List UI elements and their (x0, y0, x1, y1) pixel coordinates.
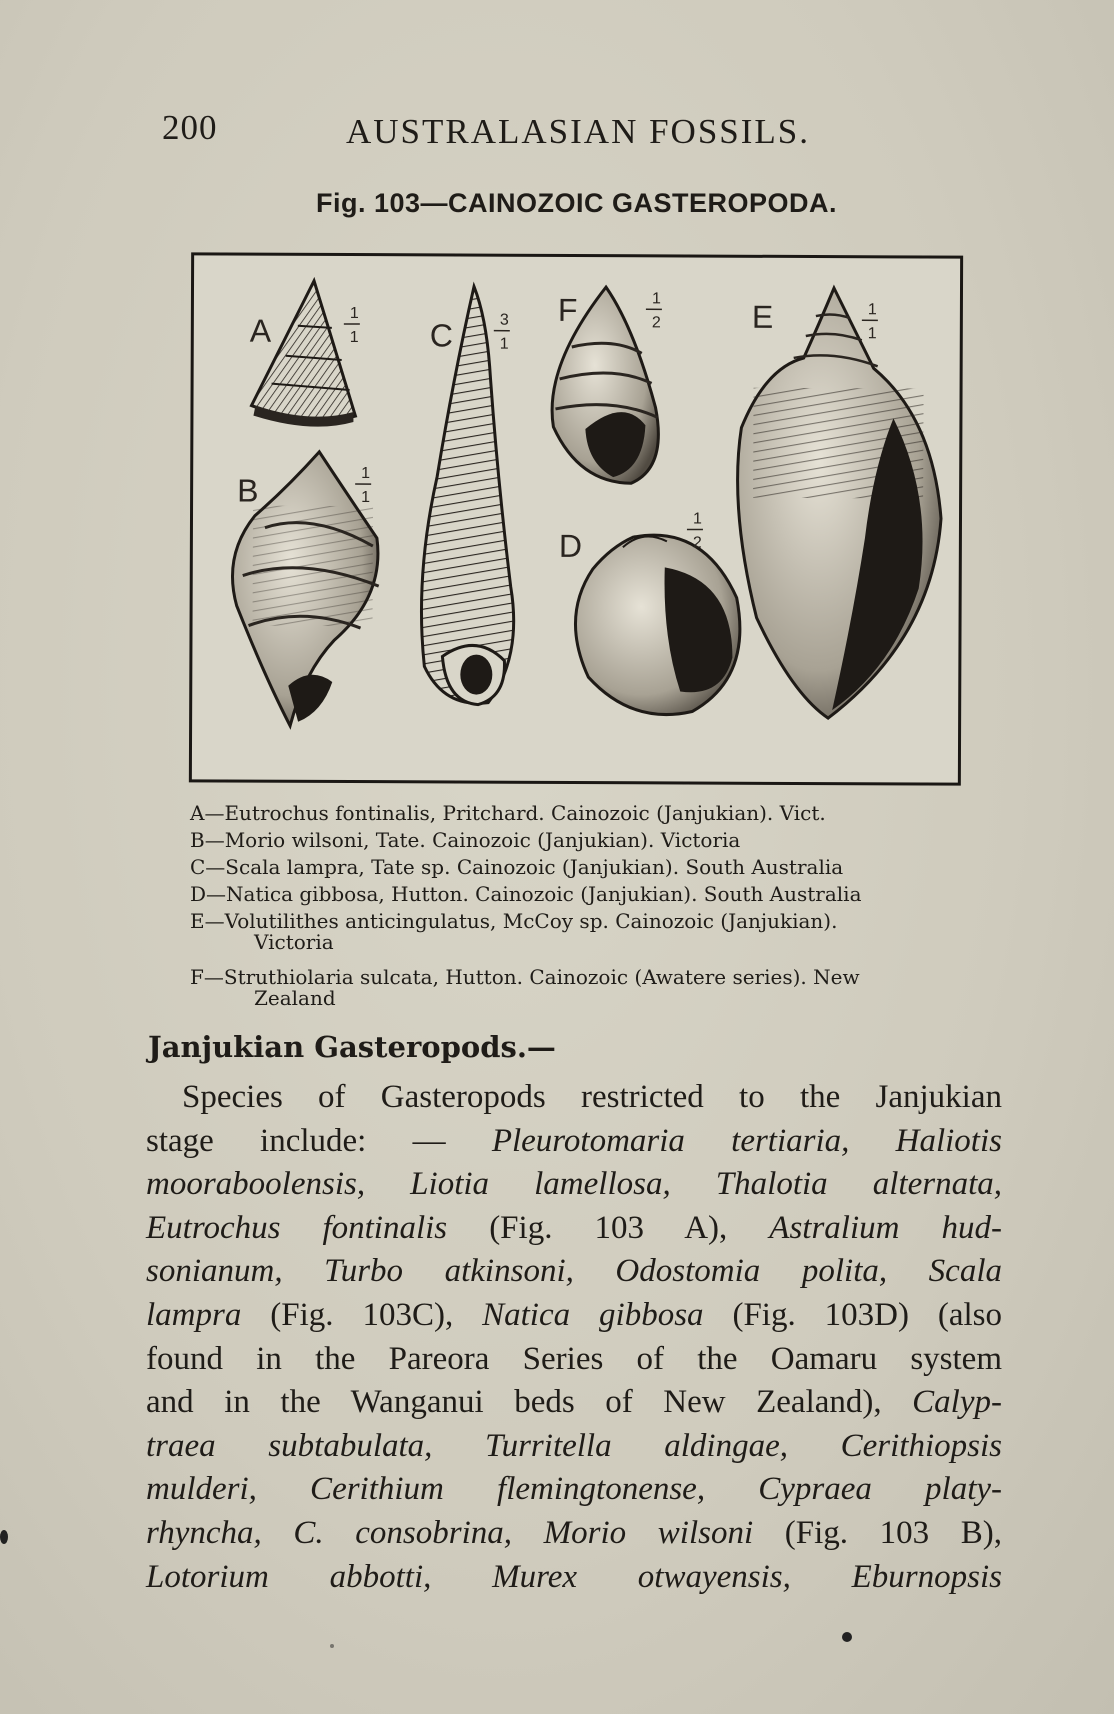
shell-e (737, 288, 942, 719)
running-title: AUSTRALASIAN FOSSILS. (346, 112, 811, 151)
label-a-scale-num: 1 (349, 305, 359, 323)
caption-a: A—Eutrochus fontinalis, Pritchard. Cainozoic (Janjukian). Vict. (190, 801, 826, 825)
caption-e-continued: Victoria (254, 930, 334, 954)
shell-illustrations (192, 255, 960, 782)
label-e-scale-num: 1 (867, 301, 877, 319)
label-d-scale-den: 2 (692, 534, 702, 552)
figure-caption (190, 800, 970, 1012)
label-f-letter: F (557, 291, 578, 329)
caption-f-continued: Zealand (254, 986, 336, 1010)
body-line: mulderi, Cerithium flemingtonense, Cypraea platy- (146, 1471, 1002, 1508)
label-c-letter: C (429, 317, 453, 354)
label-b-scale-den: 1 (361, 489, 371, 507)
figure-title: Fig. 103—CAINOZOIC GASTEROPODA. (316, 188, 838, 218)
body-line: and in the Wanganui beds of New Zealand), Calyp- (146, 1384, 1002, 1421)
label-f-scale-den: 2 (651, 314, 661, 332)
label-c-scale-num: 3 (499, 311, 509, 329)
label-a-scale-den: 1 (349, 329, 359, 347)
caption-c: C—Scala lampra, Tate sp. Cainozoic (Janjukian). South Australia (190, 855, 844, 879)
paper-speck (330, 1644, 334, 1648)
label-d-letter: D (558, 527, 583, 565)
body-line: mooraboolensis, Liotia lamellosa, Thalotia alternata, (146, 1166, 1002, 1203)
paper-speck (842, 1632, 852, 1642)
label-a-letter: A (249, 312, 272, 349)
body-line: Lotorium abbotti, Murex otwayensis, Eburnopsis (146, 1558, 1002, 1595)
label-d-scale-num: 1 (692, 510, 702, 528)
body-line: sonianum, Turbo atkinsoni, Odostomia polita, Scala (146, 1253, 1002, 1290)
running-header (162, 108, 832, 152)
body-line: Species of Gasteropods restricted to the Janjukian (182, 1079, 1002, 1115)
paper-speck (0, 1530, 8, 1544)
section-heading: Janjukian Gasteropods.— (148, 1030, 556, 1064)
body-line: Eutrochus fontinalis (Fig. 103 A), Astralium hud- (146, 1209, 1002, 1246)
body-line: traea subtabulata, Turritella aldingae, Cerithiopsis (146, 1427, 1002, 1464)
shell-a (251, 281, 356, 427)
body-line: lampra (Fig. 103C), Natica gibbosa (Fig. 103D) (also (146, 1296, 1003, 1333)
body-line: found in the Pareora Series of the Oamaru system (146, 1340, 1002, 1377)
caption-e: E—Volutilithes anticingulatus, McCoy sp. Cainozoic (Janjukian). (190, 909, 838, 933)
label-b-letter: B (237, 472, 259, 509)
label-c-scale-den: 1 (499, 335, 509, 353)
caption-d: D—Natica gibbosa, Hutton. Cainozoic (Janjukian). South Australia (190, 882, 862, 906)
body-paragraph (146, 1076, 1002, 1599)
figure-plate (189, 252, 963, 785)
body-line: stage include: — Pleurotomaria tertiaria, Haliotis (146, 1122, 1002, 1159)
label-b-scale-num: 1 (361, 465, 371, 483)
label-e-letter: E (751, 298, 774, 335)
caption-f: F—Struthiolaria sulcata, Hutton. Cainozoic (Awatere series). New (190, 965, 860, 989)
label-e-scale-den: 1 (867, 325, 877, 343)
label-f-scale-num: 1 (651, 290, 661, 308)
shell-d (575, 535, 740, 715)
page-number: 200 (162, 108, 218, 147)
body-line: rhyncha, C. consobrina, Morio wilsoni (Fig. 103 B), (146, 1514, 1002, 1551)
caption-b: B—Morio wilsoni, Tate. Cainozoic (Janjukian). Victoria (190, 828, 741, 852)
